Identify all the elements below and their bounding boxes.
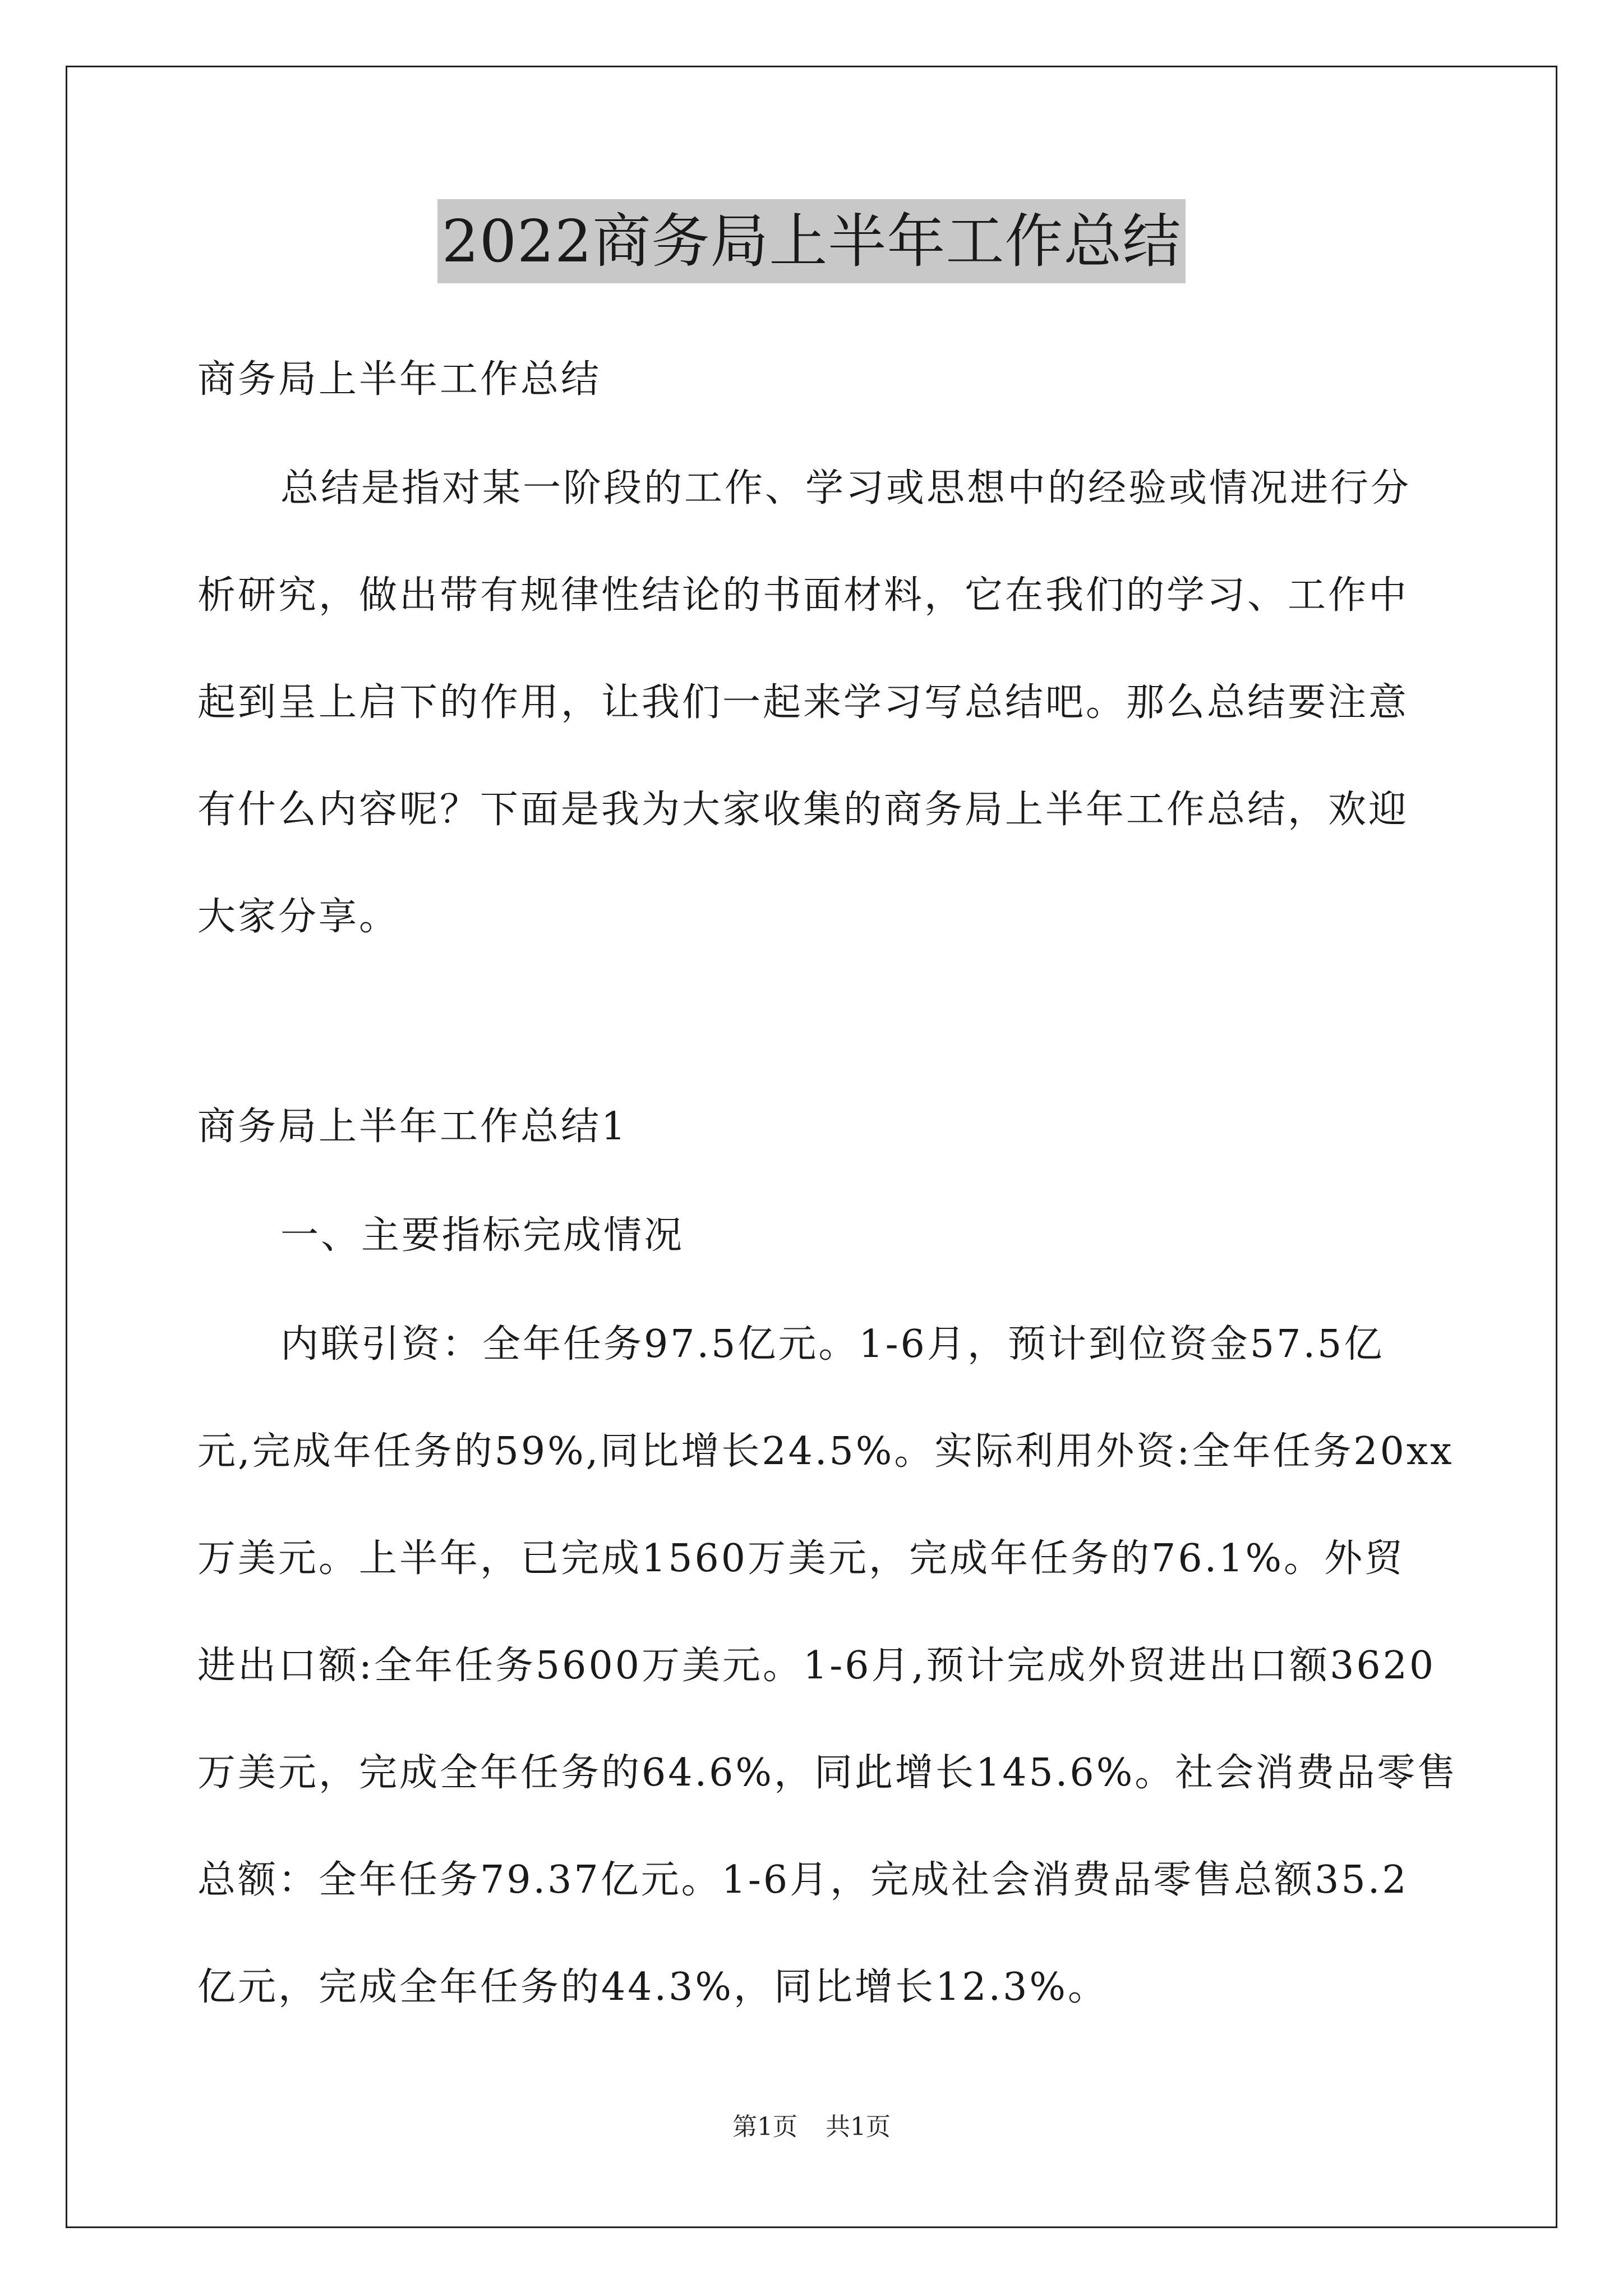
page-number: 第1页 — [732, 2113, 797, 2141]
document-subtitle: 商务局上半年工作总结 — [197, 357, 602, 402]
intro-line: 总结是指对某一阶段的工作、学习或思想中的经验或情况进行分 — [280, 466, 1412, 510]
section-heading: 商务局上半年工作总结1 — [197, 1105, 628, 1149]
intro-line: 析研究，做出带有规律性结论的书面材料，它在我们的学习、工作中 — [197, 573, 1409, 618]
body-line: 万美元。上半年，已完成1560万美元，完成年任务的76.1%。外贸 — [197, 1536, 1405, 1581]
intro-line: 大家分享。 — [197, 895, 400, 939]
body-line: 总额：全年任务79.37亿元。1-6月，完成社会消费品零售总额35.2 — [197, 1858, 1409, 1902]
intro-line: 有什么内容呢？下面是我为大家收集的商务局上半年工作总结，欢迎 — [197, 788, 1409, 832]
body-line: 亿元，完成全年任务的44.3%，同比增长12.3%。 — [197, 1965, 1109, 2009]
page-total: 共1页 — [826, 2113, 891, 2141]
body-line: 万美元，完成全年任务的64.6%，同此增长145.6%。社会消费品零售 — [197, 1751, 1458, 1795]
page-footer — [0, 2110, 1623, 2144]
body-line: 元,完成年任务的59%,同比增长24.5%。实际利用外资:全年任务20xx — [197, 1429, 1454, 1474]
section-subheading: 一、主要指标完成情况 — [280, 1213, 685, 1258]
intro-line: 起到呈上启下的作用，让我们一起来学习写总结吧。那么总结要注意 — [197, 680, 1409, 725]
body-line: 内联引资：全年任务97.5亿元。1-6月，预计到位资金57.5亿 — [280, 1322, 1385, 1366]
body-line: 进出口额:全年任务5600万美元。1-6月,预计完成外贸进出口额3620 — [197, 1644, 1436, 1688]
document-title: 2022商务局上半年工作总结 — [437, 199, 1186, 283]
title-container — [0, 199, 1623, 283]
